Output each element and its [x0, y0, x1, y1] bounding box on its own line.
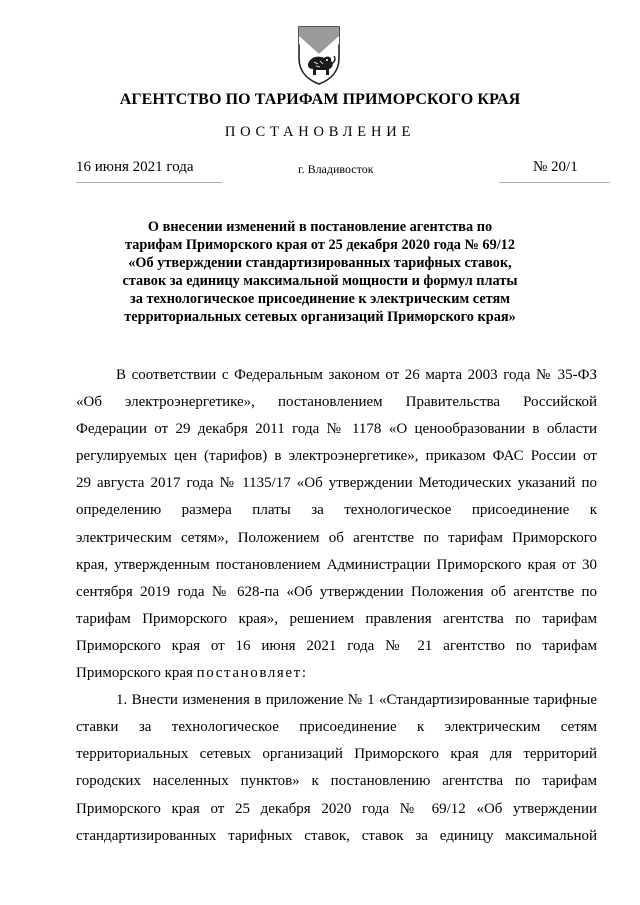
coat-of-arms-icon	[296, 24, 342, 86]
date-underline	[76, 182, 222, 183]
resolution-word: постановляет:	[196, 665, 308, 682]
body-line: 29 августа 2017 года № 1135/17 «Об утверждении Методических указаний по	[76, 475, 597, 492]
body-line: 1. Внести изменения в приложение № 1 «Стандартизированные тарифные	[116, 692, 597, 709]
body-line: Приморского края от 25 декабря 2020 года № 69/12 «Об утверждении	[76, 800, 597, 817]
document-title	[100, 218, 540, 326]
body-line: Федерации от 29 декабря 2011 года № 1178 «О ценообразовании в области	[76, 421, 597, 438]
body-line: территориальных сетевых организаций Приморского края для территорий	[76, 746, 597, 763]
body-line	[76, 660, 597, 687]
body-line: Приморского края от 16 июня 2021 года № 21 агентство по тарифам	[76, 637, 597, 654]
body-line: электрическим сетям», Положением об агентстве по тарифам Приморского	[76, 529, 597, 546]
document-city: г. Владивосток	[298, 162, 374, 176]
body-line: тарифам Приморского края», решением правления агентства по тарифам	[76, 610, 597, 627]
title-line: территориальных сетевых организаций Приморского края»	[124, 309, 516, 325]
title-line: за технологическое присоединение к электрическим сетям	[130, 291, 510, 307]
title-line: «Об утверждении стандартизированных тарифных ставок,	[128, 255, 512, 271]
body-line: стандартизированных тарифных ставок, ставок за единицу максимальной	[76, 827, 597, 844]
title-line: ставок за единицу максимальной мощности и формул платы	[122, 273, 518, 289]
body-text: Приморского края	[76, 665, 197, 682]
body-line: В соответствии с Федеральным законом от 26 марта 2003 года № 35-ФЗ	[116, 367, 597, 383]
body-line: городских населенных пунктов» к постановлению агентства по тарифам	[76, 773, 597, 790]
number-underline	[499, 182, 610, 183]
body-line: определению размера платы за технологическое присоединение к	[76, 502, 597, 519]
body-line: регулируемых цен (тарифов) в электроэнергетике», приказом ФАС России от	[76, 448, 597, 465]
document-number: № 20/1	[533, 159, 578, 175]
body-line: края, утвержденным постановлением Администрации Приморского края от 30	[76, 556, 597, 573]
title-line: тарифам Приморского края от 25 декабря 2020 года № 69/12	[125, 237, 515, 253]
body-line: «Об электроэнергетике», постановлением Правительства Российской	[76, 394, 597, 411]
document-body	[76, 362, 597, 850]
title-line: О внесении изменений в постановление агентства по	[147, 219, 493, 235]
agency-name: АГЕНТСТВО ПО ТАРИФАМ ПРИМОРСКОГО КРАЯ	[119, 91, 521, 108]
document-date: 16 июня 2021 года	[76, 159, 194, 175]
body-line: сентября 2019 года № 628-па «Об утверждении Положения об агентстве по	[76, 583, 597, 600]
document-type: ПОСТАНОВЛЕНИЕ	[224, 124, 416, 140]
body-line: ставки за технологическое присоединение к электрическим сетям	[76, 719, 597, 736]
